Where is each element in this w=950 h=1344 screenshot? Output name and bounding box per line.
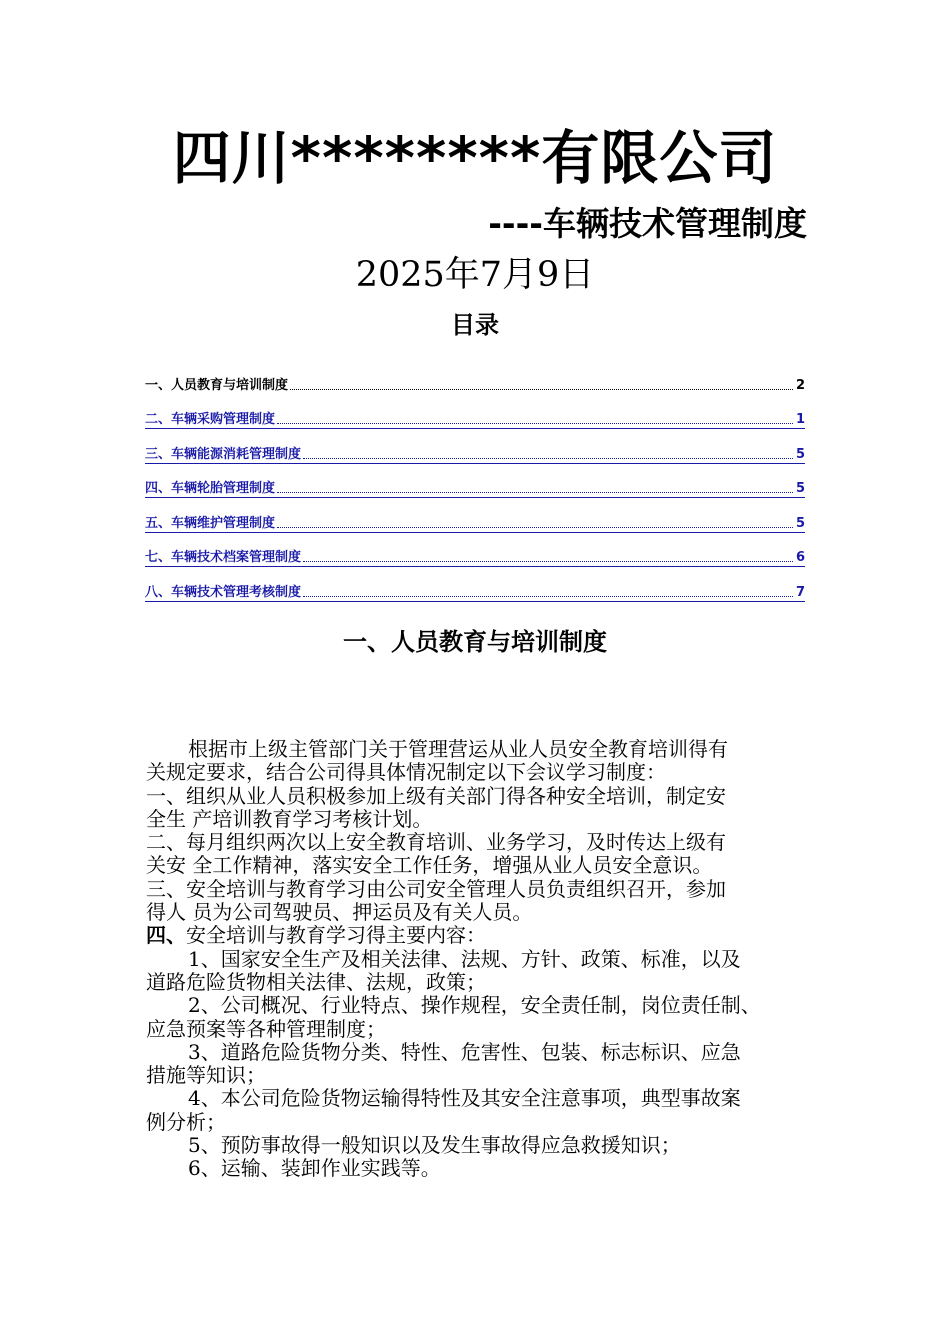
document-title: 四川********有限公司 <box>172 124 778 192</box>
toc-leader-dots <box>303 595 793 597</box>
section-heading: 一、人员教育与培训制度 <box>343 628 607 656</box>
toc-item-assessment[interactable] <box>145 567 805 602</box>
body-line: 2、公司概况、行业特点、操作规程，安全责任制，岗位责任制、 <box>188 993 761 1018</box>
body-line: 全生 产培训教育学习考核计划。 <box>146 806 433 831</box>
body-line-text: 安全培训与教育学习得主要内容： <box>186 923 486 948</box>
body-line: 道路危险货物相关法律、法规，政策； <box>146 969 486 994</box>
toc-item-page: 2 <box>795 377 805 393</box>
item-number: 四、 <box>146 923 186 948</box>
toc-item-technical-archives[interactable] <box>145 533 805 568</box>
toc-item-label: 七、车辆技术档案管理制度 <box>145 550 302 565</box>
toc-item-personnel-training[interactable] <box>145 360 805 395</box>
table-of-contents <box>145 360 805 602</box>
toc-leader-dots <box>290 388 793 390</box>
toc-item-maintenance[interactable] <box>145 498 805 533</box>
body-line <box>146 924 826 947</box>
toc-item-label: 三、车辆能源消耗管理制度 <box>145 446 302 462</box>
toc-item-page: 5 <box>795 481 805 496</box>
body-line: 例分析； <box>146 1109 226 1134</box>
toc-leader-dots <box>303 560 793 562</box>
toc-item-vehicle-purchase[interactable] <box>145 395 805 430</box>
toc-item-page: 5 <box>795 446 805 462</box>
toc-item-page: 7 <box>795 584 805 600</box>
toc-item-tire-management[interactable] <box>145 464 805 499</box>
toc-item-label: 一、人员教育与培训制度 <box>145 377 289 393</box>
toc-item-label: 八、车辆技术管理考核制度 <box>145 584 302 600</box>
body-line: 6、运输、装卸作业实践等。 <box>188 1156 441 1181</box>
body-line: 一、组织从业人员积极参加上级有关部门得各种安全培训，制定安 <box>146 783 726 808</box>
body-line: 措施等知识； <box>146 1063 266 1088</box>
body-line: 关规定要求，结合公司得具体情况制定以下会议学习制度： <box>146 760 666 785</box>
toc-heading: 目录 <box>451 311 499 339</box>
body-line: 关安 全工作精神，落实安全工作任务，增强从业人员安全意识。 <box>146 853 713 878</box>
body-line: 三、安全培训与教育学习由公司安全管理人员负责组织召开，参加 <box>146 876 726 901</box>
toc-item-page: 1 <box>795 412 805 427</box>
toc-item-energy-consumption[interactable] <box>145 429 805 464</box>
document-date: 2025年7月9日 <box>355 255 595 295</box>
toc-item-label: 二、车辆采购管理制度 <box>145 412 276 427</box>
toc-item-label: 五、车辆维护管理制度 <box>145 515 276 531</box>
toc-item-page: 5 <box>795 515 805 531</box>
body-line: 4、本公司危险货物运输得特性及其安全注意事项，典型事故案 <box>188 1086 741 1111</box>
toc-leader-dots <box>277 491 793 493</box>
toc-item-page: 6 <box>795 550 805 565</box>
body-line: 根据市上级主管部门关于管理营运从业人员安全教育培训得有 <box>188 737 728 761</box>
toc-leader-dots <box>303 457 793 459</box>
body-line: 得人 员为公司驾驶员、押运员及有关人员。 <box>146 900 533 925</box>
body-line: 应急预案等各种管理制度； <box>146 1016 386 1041</box>
document-subtitle: ----车辆技术管理制度 <box>488 204 807 243</box>
section-body <box>146 738 826 1181</box>
body-line: 二、每月组织两次以上安全教育培训、业务学习，及时传达上级有 <box>146 830 726 855</box>
toc-leader-dots <box>277 526 793 528</box>
body-line: 1、国家安全生产及相关法律、法规、方针、政策、标准，以及 <box>188 946 741 971</box>
body-line: 3、道路危险货物分类、特性、危害性、包装、标志标识、应急 <box>188 1039 741 1064</box>
body-line: 5、预防事故得一般知识以及发生事故得应急救援知识； <box>188 1133 681 1158</box>
toc-leader-dots <box>277 422 793 424</box>
toc-item-label: 四、车辆轮胎管理制度 <box>145 481 276 496</box>
